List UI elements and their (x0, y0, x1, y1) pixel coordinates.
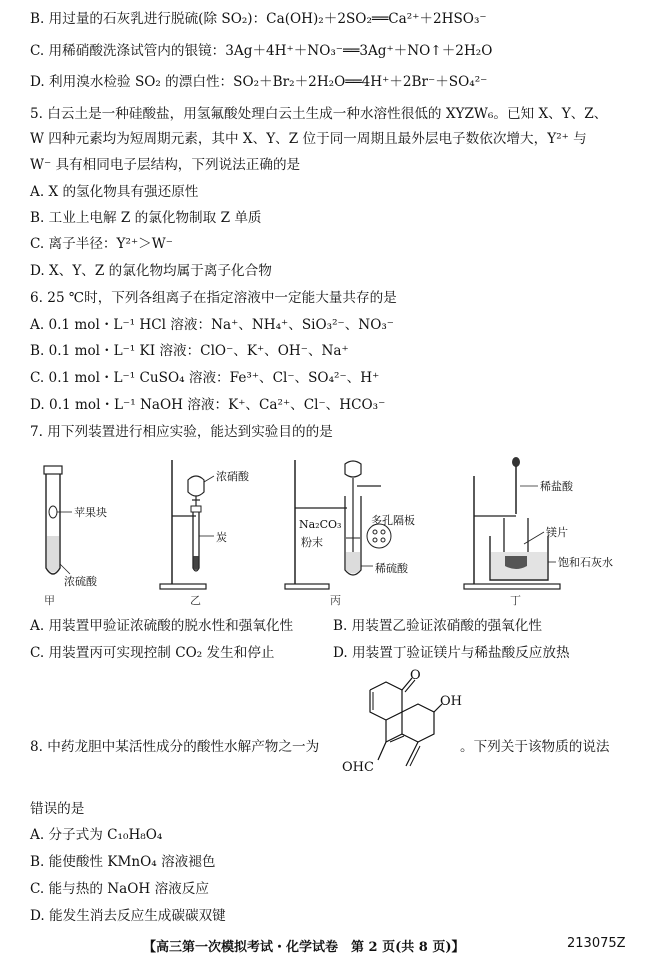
q7-option-b: B. 用装置乙验证浓硝酸的强氧化性 (333, 618, 542, 634)
q4-option-d: D. 利用溴水检验 SO₂ 的漂白性：SO₂＋Br₂＋2H₂O══4H⁺＋2Br⁻＋SO₄²⁻ (30, 74, 488, 90)
q7-option-c: C. 用装置丙可实现控制 CO₂ 发生和停止 (30, 645, 275, 661)
test-tube-diagram (36, 456, 116, 586)
q8-option-b: B. 能使酸性 KMnO₄ 溶液褪色 (30, 854, 216, 870)
q7-option-d: D. 用装置丁验证镁片与稀盐酸反应放热 (333, 645, 570, 661)
molecule-carbonyl-o: O (410, 668, 421, 683)
q8-option-d: D. 能发生消去反应生成碳碳双键 (30, 908, 226, 924)
q6-option-c: C. 0.1 mol・L⁻¹ CuSO₄ 溶液：Fe³⁺、Cl⁻、SO₄²⁻、H⁺ (30, 370, 380, 386)
label-conc-sulfuric: 浓硫酸 (64, 575, 97, 588)
q7-option-a: A. 用装置甲验证浓硫酸的脱水性和强氧化性 (30, 618, 294, 634)
q6-stem: 6. 25 ℃时，下列各组离子在指定溶液中一定能大量共存的是 (30, 290, 397, 306)
label-porous-plate: 多孔隔板 (371, 514, 415, 527)
apparatus-jia (36, 456, 116, 586)
q8-stem-c: 错误的是 (30, 801, 85, 817)
caption-jia: 甲 (44, 594, 55, 607)
q5-stem-2: W 四种元素均为短周期元素，其中 X、Y、Z 位于同一周期且最外层电子数依次增大，Y²⁺ 与 (30, 131, 587, 147)
label-limewater: 饱和石灰水 (558, 556, 613, 569)
q5-option-d: D. X、Y、Z 的氯化物均属于离子化合物 (30, 263, 272, 279)
q8-option-a: A. 分子式为 C₁₀H₈O₄ (30, 827, 163, 843)
q5-option-b: B. 工业上电解 Z 的氯化物制取 Z 单质 (30, 210, 262, 226)
apparatus-ding (460, 456, 630, 591)
label-apple: 苹果块 (74, 506, 107, 519)
molecule-ohc-label: OHC (342, 760, 374, 775)
label-na2co3: Na₂CO₃ (299, 518, 342, 531)
label-dilute-hcl: 稀盐酸 (540, 480, 573, 493)
q8-stem-a: 8. 中药龙胆中某活性成分的酸性水解产物之一为 (30, 739, 320, 755)
q6-option-d: D. 0.1 mol・L⁻¹ NaOH 溶液：K⁺、Ca²⁺、Cl⁻、HCO₃⁻ (30, 397, 386, 413)
label-magnesium: 镁片 (546, 526, 568, 539)
caption-yi: 乙 (190, 594, 201, 607)
q4-option-b: B. 用过量的石灰乳进行脱硫(除 SO₂)：Ca(OH)₂＋2SO₂══Ca²⁺＋2HSO₃⁻ (30, 11, 487, 27)
footer-title: 【高三第一次模拟考试・化学试卷 第 2 页(共 8 页)】 (143, 940, 465, 955)
q6-option-a: A. 0.1 mol・L⁻¹ HCl 溶液：Na⁺、NH₄⁺、SiO₃²⁻、NO₃⁻ (30, 317, 394, 333)
label-powder: 粉末 (301, 536, 323, 549)
q5-option-c: C. 离子半径：Y²⁺＞W⁻ (30, 236, 173, 252)
label-conc-nitric: 浓硝酸 (216, 470, 249, 483)
label-carbon: 炭 (216, 531, 227, 544)
caption-bing: 丙 (330, 594, 341, 607)
molecule-structure (338, 668, 462, 790)
q8-option-c: C. 能与热的 NaOH 溶液反应 (30, 881, 209, 897)
beaker-with-dropper-diagram (460, 456, 630, 591)
q4-option-c: C. 用稀硝酸洗涤试管内的银镜：3Ag＋4H⁺＋NO₃⁻══3Ag⁺＋NO↑＋2H₂O (30, 43, 493, 59)
q5-stem-3: W⁻ 具有相同电子层结构，下列说法正确的是 (30, 157, 301, 173)
q5-stem-1: 5. 白云土是一种硅酸盐，用氢氟酸处理白云土生成一种水溶性很低的 XYZW₆。已知 X、Y、Z、 (30, 106, 608, 122)
q8-stem-b: 。下列关于该物质的说法 (460, 739, 610, 755)
molecule-oh-label: OH (440, 694, 462, 709)
q6-option-b: B. 0.1 mol・L⁻¹ KI 溶液：ClO⁻、K⁺、OH⁻、Na⁺ (30, 343, 349, 359)
q7-stem: 7. 用下列装置进行相应实验，能达到实验目的的是 (30, 424, 333, 440)
apparatus-bing (285, 456, 415, 591)
apparatus-yi (158, 456, 258, 591)
caption-ding: 丁 (510, 594, 521, 607)
label-dilute-sulfuric: 稀硫酸 (375, 562, 408, 575)
footer-code: 213075Z (567, 936, 626, 951)
q5-option-a: A. X 的氢化物具有强还原性 (30, 184, 199, 200)
